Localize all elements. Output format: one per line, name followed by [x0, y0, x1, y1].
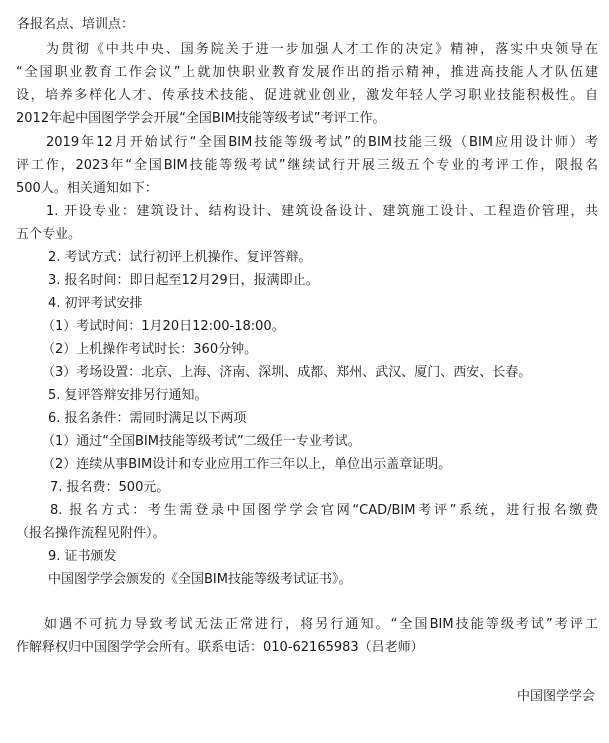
salutation: 各报名点、培训点：	[17, 17, 135, 32]
list-item-4-sub: （1）考试时间：1月20日12:00-18:00。	[42, 319, 285, 334]
list-item-6: 6. 报名条件：需同时满足以下两项	[48, 411, 247, 426]
closing-line: 作解释权归中国图学学会所有。联系电话：010-62165983（吕老师）	[16, 640, 424, 655]
para2-line: 评工作，2023年“全国BIM技能等级考试”继续试行开展三级五个专业的考评工作，限报名	[16, 158, 598, 173]
intro-line: “全国职业教育工作会议”上就加快职业教育发展作出的指示精神，推进高技能人才队伍建	[16, 65, 598, 80]
list-item-6-sub: （1）通过“全国BIM技能等级考试”二级任一专业考试。	[42, 434, 361, 449]
list-item-4-sub: （2）上机操作考试时长：360分钟。	[42, 342, 258, 357]
para2-line: 500人。相关通知如下：	[16, 181, 158, 196]
list-item-9: 9. 证书颁发	[48, 549, 117, 564]
list-item-4: 4. 初评考试安排	[48, 296, 143, 311]
list-item-2: 2. 考试方式：试行初评上机操作、复评答辩。	[48, 250, 312, 265]
para2-line: 2019年12月开始试行“全国BIM技能等级考试”的BIM技能三级（BIM应用设计师）考	[46, 135, 598, 150]
intro-line: 为贯彻《中共中央、国务院关于进一步加强人才工作的决定》精神，落实中央领导在	[46, 42, 598, 57]
list-item-7: 7. 报名费：500元。	[50, 480, 170, 495]
list-item-3: 3. 报名时间：即日起至12月29日，报满即止。	[48, 273, 319, 288]
closing-line: 如遇不可抗力导致考试无法正常进行，将另行通知。“全国BIM技能等级考试”考评工	[44, 617, 598, 632]
list-item-8: 8. 报名方式：考生需登录中国图学学会官网“CAD/BIM考评”系统，进行报名缴费	[50, 503, 598, 518]
list-item-5: 5. 复评答辩安排另行通知。	[48, 388, 208, 403]
list-item-9-detail: 中国图学学会颁发的《全国BIM技能等级考试证书》。	[48, 572, 352, 587]
signature: 中国图学学会	[516, 689, 595, 704]
list-item-4-sub: （3）考场设置：北京、上海、济南、深圳、成都、郑州、武汉、厦门、西安、长春。	[42, 365, 532, 380]
list-item-1: 1. 开设专业：建筑设计、结构设计、建筑设备设计、建筑施工设计、工程造价管理，共	[46, 204, 598, 219]
list-item-6-sub: （2）连续从事BIM设计和专业应用工作三年以上，单位出示盖章证明。	[42, 457, 452, 472]
list-item-1-cont: 五个专业。	[16, 227, 82, 242]
intro-line: 2012年起中国图学学会开展“全国BIM技能等级考试”考评工作。	[16, 111, 386, 126]
intro-line: 设，培养多样化人才、传承技术技能、促进就业创业，激发年轻人学习职业技能积极性。自	[16, 88, 598, 103]
list-item-8-cont: （报名操作流程见附件）。	[16, 526, 166, 541]
